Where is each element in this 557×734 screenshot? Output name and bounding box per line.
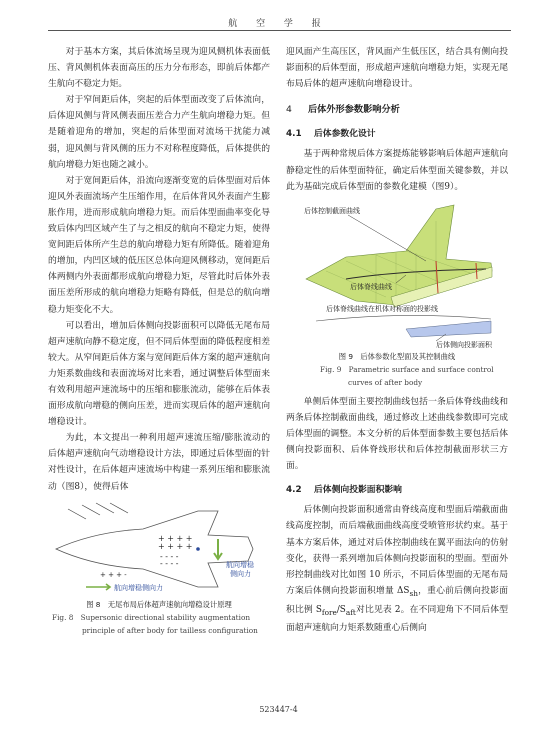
- section-4-1-number: 4.1: [286, 129, 302, 140]
- paragraph-baseline: 对于基本方案，其后体流场呈现为迎风侧机体表面低压、背风侧机体表面高压的压力分布形态，即前后体都产生航向不稳定力矩。: [48, 47, 270, 90]
- label-stabilizing-2: 侧向力: [230, 569, 251, 578]
- label-spine-curve: 后体脊线曲线: [350, 282, 392, 291]
- side-area-sub-sh: sh: [409, 588, 418, 598]
- plus-row-1: + + + +: [158, 533, 193, 543]
- label-control-curve: 后体控制截面曲线: [304, 206, 360, 215]
- header-rule: [48, 30, 511, 31]
- label-spine-projection: 后体脊线曲线在机体对称面的投影线: [326, 304, 438, 313]
- paragraph-design-method: 为此，本文提出一种利用超声速流压缩/膨胀流动的后体超声速航向气动增稳设计方法，即通过后体型面的针对性设计，在后体超声速流场中构建一系列压缩和膨胀流动（图8），使得后体: [48, 433, 270, 492]
- journal-header: 航 空 学 报: [228, 19, 329, 29]
- section-4-heading: [286, 102, 508, 118]
- section-4-2-heading: [286, 482, 508, 498]
- figure-9-caption-cn: 图 9 后体参数化型面及其控制曲线: [338, 351, 456, 361]
- minus-row-1: - - - -: [160, 551, 179, 561]
- figure-8-diagram: [48, 501, 270, 597]
- side-area-sub-fore: fore: [321, 607, 337, 617]
- bottom-signs: + + + -: [100, 570, 127, 579]
- side-area-sub-aft: aft: [345, 607, 356, 617]
- section-4-title: 后体外形参数影响分析: [308, 104, 400, 116]
- label-stabilizing-1: 航向增稳: [226, 560, 254, 569]
- figure-8: [48, 501, 270, 636]
- page-footer-id: 523447-4: [259, 705, 298, 714]
- paragraph-comparison: 可以看出，增加后体侧向投影面积可以降低无尾布局超声速航向静不稳定度，但不同后体型面的降低程度相差较大。从窄间距后体方案与宽间距后体方案的超声速航向力矩系数曲线和表面流场对比来看，通过调整后体型面来有效利用超声速流场中的压缩和膨胀流动，能够在后体表面形成航向增稳的侧向压差，进而实现后体的超声速航向增稳设计。: [48, 320, 270, 428]
- section-4-2-number: 4.2: [286, 485, 302, 496]
- figure-8-caption-en-1: Fig. 8 Supersonic directional stability augmentation: [52, 612, 251, 622]
- section-4-2-title: 后体侧向投影面积影响: [314, 485, 402, 496]
- right-column: [286, 44, 508, 637]
- section-4-1-title: 后体参数化设计: [314, 129, 376, 140]
- side-area-slash: /S: [336, 604, 346, 615]
- paragraph-wide-afterbody: 对于宽间距后体，沿流向逐渐变宽的后体型面对后体迎风外表面流场产生压缩作用，在后体背风外表面产生膨胀作用，进而形成航向增稳力矩。而后体型面曲率变化导致后体内凹区域产生了与之相反的航向不稳定力矩，使得宽间距后体所产生总的航向增稳力矩有所降低。随着迎角的增加，内凹区域的低压区总体向迎风侧移动，宽间距后体两侧内外表面都形成航向增稳力矩，尽管此时后体外表面压差所形成的航向增稳力矩略有降低，但是总的航向增稳力矩变化不大。: [48, 175, 270, 315]
- section-4-number: 4: [286, 104, 292, 116]
- side-area-text-c: 对比见表 2。在不同迎角下不同后体型面超声速航向力矩系数随重心后侧向: [286, 604, 508, 634]
- paragraph-parametric: 基于两种常规后体方案提炼能够影响后体超声速航向静稳定性的后体型面特征，确定后体型面关键参数，并以此为基础完成后体型面的参数化建模（图9）。: [286, 149, 508, 192]
- section-4-1-heading: [286, 126, 508, 142]
- label-side-area: 后体侧向投影面积: [436, 340, 492, 349]
- left-column: [48, 44, 270, 636]
- figure-8-caption-cn: 图 8 无尾布局后体超声速航向增稳设计原理: [86, 599, 232, 609]
- minus-row-2: - - - -: [160, 558, 179, 568]
- side-area-text-a: 后体侧向投影面积通常由脊线高度和型面后端截面曲线高度控制，而后端截面曲线高度受喷管形状约束。基于基本方案后体，通过对后体控制曲线在翼平面法向的仿射变化，获得一系列增加后体侧向投影面积的型面。型面外形控制曲线对比如图 10 所示，不同后体型面的无尾布局方案后体侧向投影面积增量 ΔS: [286, 505, 508, 596]
- paragraph-side-area: [286, 502, 508, 636]
- figure-9-caption-en-1: Fig. 9 Parametric surface and surface control: [320, 364, 494, 374]
- label-stabilizing-bottom: 航向增稳侧向力: [114, 583, 163, 592]
- figure-8-caption-en-2: principle of after body for tailless configuration: [82, 625, 258, 635]
- side-area-text-b: ，重心前后侧向投影面积比例 S: [286, 585, 508, 615]
- plus-row-2: + + + +: [158, 541, 193, 551]
- paragraph-narrow-afterbody: 对于窄间距后体，突起的后体型面改变了后体流向，后体迎风侧与背风侧表面压差合力产生航向增稳力矩。但是随着迎角的增加，突起的后体型面对流场干扰能力减弱，迎风侧与背风侧的压力不对称程度降低，后体提供的航向增稳力矩也随之减小。: [48, 95, 270, 170]
- figure-9: [286, 201, 508, 388]
- paragraph-continuation: 迎风面产生高压区，背风面产生低压区，结合具有侧向投影面积的后体型面，形成超声速航向增稳力矩，实现无尾布局后体的超声速航向增稳设计。: [286, 47, 508, 90]
- paragraph-control-curves: 单侧后体型面主要控制曲线包括一条后体脊线曲线和两条后体控制截面曲线，通过修改上述曲线参数即可完成后体型面的调整。本文分析的后体型面参数主要包括后体侧向投影面积、后体脊线形状和后体控制截面形状三方面。: [286, 396, 508, 472]
- figure-9-diagram: [286, 201, 508, 349]
- figure-9-caption-en-2: curves of after body: [348, 377, 423, 387]
